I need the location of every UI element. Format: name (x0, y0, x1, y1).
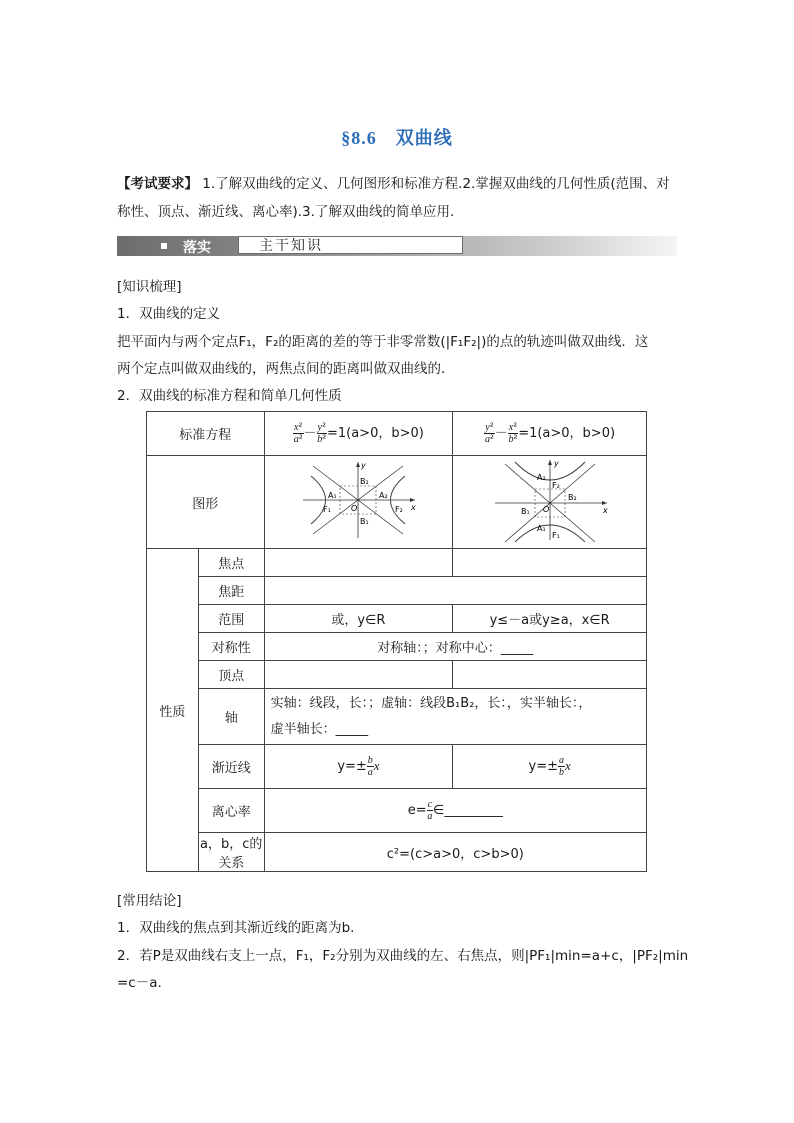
eq-vertical: $\frac{\text{y²}}{\text{a²}}$ － $\frac{\text{x²}}{\text{b²}}$ =1(a>0，b>0) (453, 412, 647, 456)
g1-y: y (361, 461, 367, 470)
row-range: 范围 (198, 605, 264, 633)
asym-2: y=± $\frac{a}{b}$ x (453, 745, 647, 789)
range-1: 或，y∈R (264, 605, 453, 633)
knowledge-heading: [知识梳理] (117, 279, 182, 295)
banner-tag: 落实 (183, 240, 211, 256)
row-vertex: 顶点 (198, 661, 264, 689)
row-asymptote: 渐近线 (198, 745, 264, 789)
exam-requirements (117, 170, 681, 226)
g1-x: x (411, 503, 417, 512)
focal-dist-val (264, 577, 646, 605)
g1-a1: A₁ (328, 491, 338, 500)
asym1-pre: y=± (337, 759, 367, 774)
definition-text-1: 把平面内与两个定点F₁，F₂的距离的差的等于非零常数(|F₁F₂|)的点的轨迹叫做双曲线．这 (117, 334, 649, 350)
g2-f2: F₂ (551, 481, 560, 490)
properties-title: 2．双曲线的标准方程和简单几何性质 (117, 388, 342, 404)
ecc-val: e= $\frac{c}{a}$ ∈_________ (264, 789, 646, 833)
banner-title: 主干知识 (238, 236, 463, 254)
vertex-1 (264, 661, 453, 689)
g2-o: O (542, 505, 549, 514)
eq-label: 标准方程 (147, 412, 265, 456)
g1-b2: B₂ (360, 477, 370, 486)
eq-horizontal: $\frac{\text{x²}}{\text{a²}}$ － $\frac{\text{y²}}{\text{b²}}$ =1(a>0，b>0) (264, 412, 453, 456)
g2-y: y (553, 459, 559, 468)
g1-a2: A₂ (379, 491, 389, 500)
prop-label: 性质 (147, 549, 199, 872)
axis-line-2: 虚半轴长：_____ (270, 721, 369, 737)
symmetry-val: 对称轴：；对称中心：_____ (264, 633, 646, 661)
ecc-pre: e= (407, 803, 427, 818)
row-eccentricity: 离心率 (198, 789, 264, 833)
g1-f2: F₂ (395, 505, 404, 514)
row-axis: 轴 (198, 689, 264, 745)
range-2: y≤－a或y≥a，x∈R (453, 605, 647, 633)
eq1-cond: =1(a>0，b>0) (326, 426, 424, 441)
section-banner (117, 236, 677, 256)
graph-vertical (453, 456, 647, 549)
row-symmetry: 对称性 (198, 633, 264, 661)
definition-title: 1．双曲线的定义 (117, 306, 221, 322)
conclusion-2a: 2．若P是双曲线右支上一点，F₁，F₂分别为双曲线的左、右焦点，则|PF₁|min=a+c，|PF₂|min (117, 948, 689, 964)
row-focus: 焦点 (198, 549, 264, 577)
g1-o: O (351, 504, 358, 513)
axis-val (264, 689, 646, 745)
conclusions-heading: [常用结论] (117, 893, 182, 909)
row-focal-dist: 焦距 (198, 577, 264, 605)
g2-x: x (602, 506, 608, 515)
graph-horizontal (264, 456, 453, 549)
vertex-2 (453, 661, 647, 689)
eq2-cond: =1(a>0，b>0) (518, 426, 616, 441)
ecc-post: ∈_________ (433, 803, 503, 818)
focus-2 (453, 549, 647, 577)
banner-square-icon (161, 243, 167, 249)
g2-a1: A₁ (536, 524, 546, 533)
conclusion-1: 1．双曲线的焦点到其渐近线的距离为b. (117, 920, 355, 936)
g2-a2: A₂ (536, 473, 546, 482)
focus-1 (264, 549, 453, 577)
vertical-hyperbola-diagram (485, 458, 615, 542)
requirements-text: 1.了解双曲线的定义、几何图形和标准方程.2.掌握双曲线的几何性质(范围、对称性、顶点、渐近线、离心率).3.了解双曲线的简单应用. (117, 176, 670, 220)
asym-1: y=± $\frac{b}{a}$ x (264, 745, 453, 789)
g2-b2: B₂ (567, 493, 577, 502)
g2-b1: B₁ (520, 507, 530, 516)
page-title: §8.6 双曲线 (341, 128, 453, 148)
g1-b1: B₁ (360, 517, 370, 526)
g2-f1: F₁ (551, 531, 560, 540)
definition-text-2: 两个定点叫做双曲线的，两焦点间的距离叫做双曲线的． (117, 361, 455, 377)
requirements-label: 【考试要求】 (117, 176, 198, 192)
asym2-pre: y=± (528, 759, 558, 774)
horizontal-hyperbola-diagram (293, 458, 423, 542)
relation-val: c²=(c>a>0，c>b>0) (264, 833, 646, 872)
hyperbola-properties-table (146, 411, 647, 872)
row-relation: a，b，c的关系 (198, 833, 264, 872)
graph-label: 图形 (147, 456, 265, 549)
conclusion-2b: =c－a. (117, 975, 162, 991)
g1-f1: F₁ (323, 505, 332, 514)
axis-line-1: 实轴：线段，长：；虚轴：线段B₁B₂，长：，实半轴长：， (270, 695, 592, 711)
